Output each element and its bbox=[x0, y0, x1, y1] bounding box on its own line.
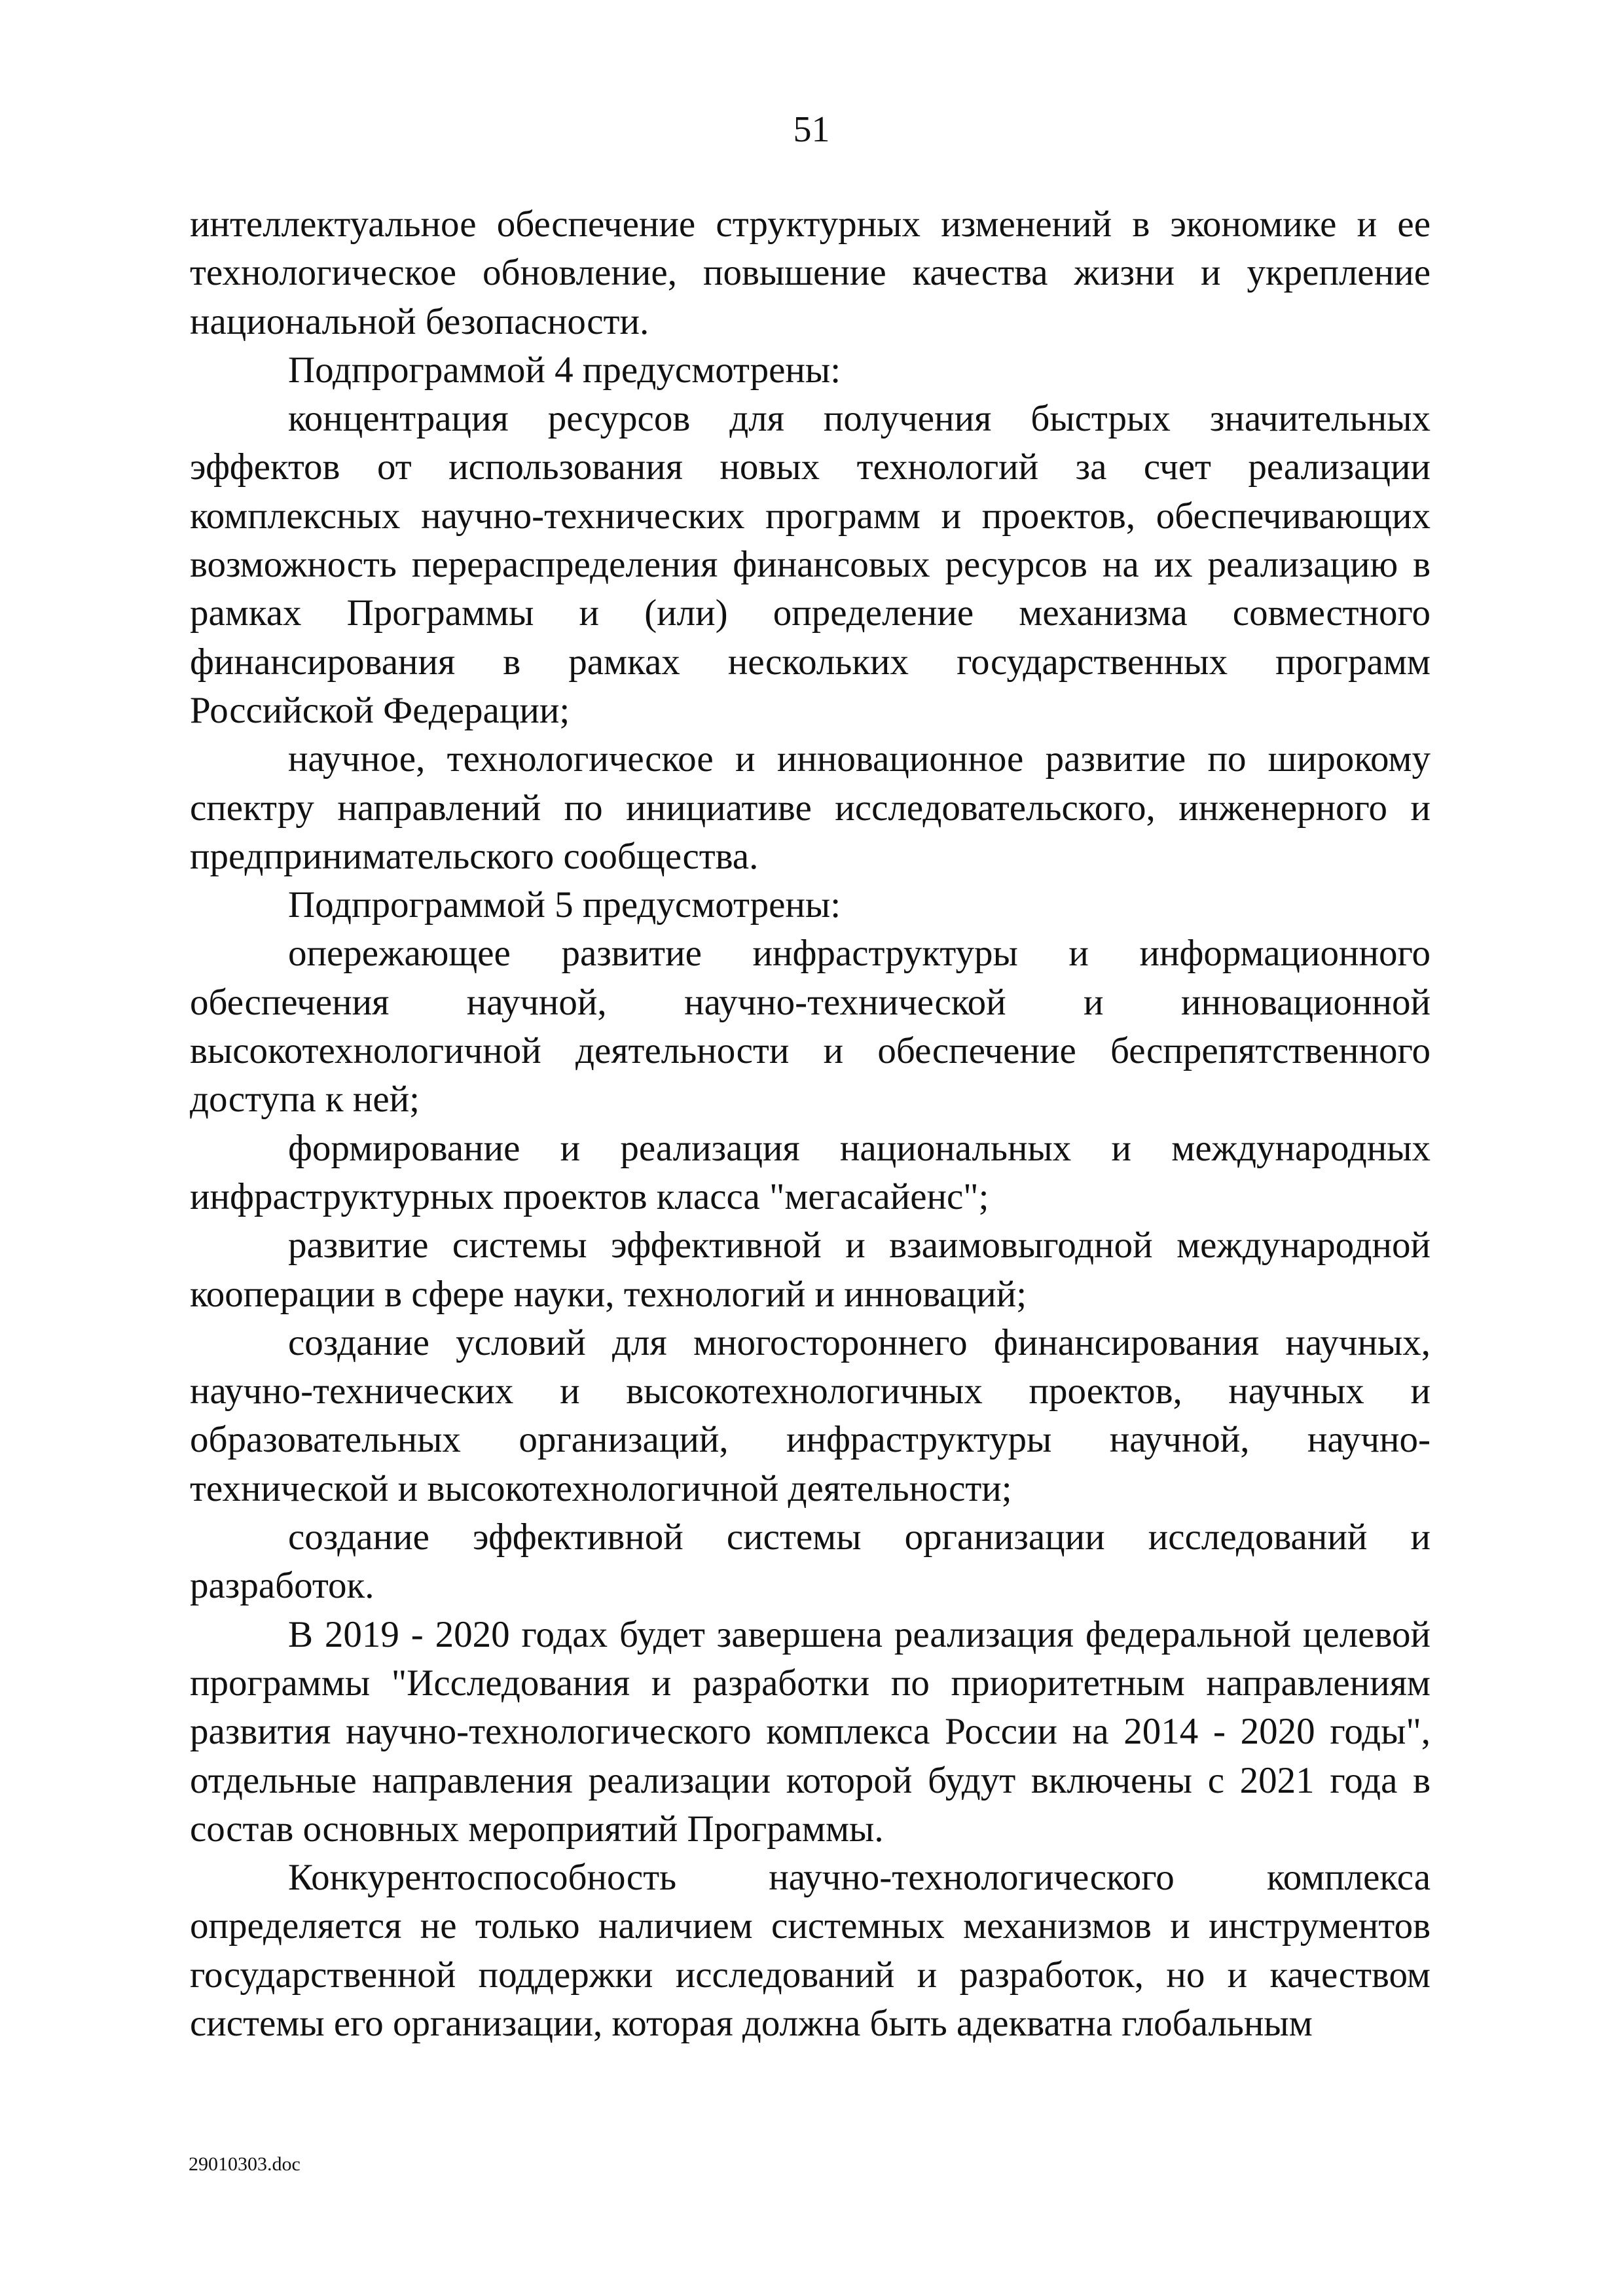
paragraph-continuation: интеллектуальное обеспечение структурных изменений в экономике и ее технологическое обновление, повышение качества жизни и укрепление национальной безопасности. bbox=[190, 204, 1431, 342]
paragraph-competitiveness: Конкурентоспособность научно-технологического комплекса определяется не только наличием системных механизмов и инструментов государственной поддержки исследований и разработок, но и качеством системы его организации, которая должна быть адекватна глобальным bbox=[190, 1857, 1431, 2044]
subprogram-4-heading: Подпрограммой 4 предусмотрены: bbox=[288, 349, 841, 391]
subprogram-5-item: создание условий для многостороннего финансирования научных, научно-технических и высокотехнологичных проектов, научных и образовательных организаций, инфраструктуры научной, научно-технической и высокотехнологичной деятельности; bbox=[190, 1321, 1431, 1509]
paragraph-fcp-completion: В 2019 - 2020 годах будет завершена реализация федеральной целевой программы "Исследования и разработки по приоритетным направлениям развития научно-технологического комплекса России на 2014 - 2020 годы", отдельные направления реализации которой будут включены с 2021 года в состав основных мероприятий Программы. bbox=[190, 1613, 1431, 1850]
subprogram-5-heading: Подпрограммой 5 предусмотрены: bbox=[288, 884, 841, 926]
subprogram-5-item: развитие системы эффективной и взаимовыгодной международной кооперации в сфере науки, технологий и инноваций; bbox=[190, 1225, 1431, 1315]
subprogram-5-item: создание эффективной системы организации исследований и разработок. bbox=[190, 1516, 1431, 1607]
document-file-code: 29010303.doc bbox=[189, 2153, 301, 2175]
page-number: 51 bbox=[793, 109, 830, 150]
subprogram-4-item: концентрация ресурсов для получения быстрых значительных эффектов от использования новых технологий за счет реализации комплексных научно-технических программ и проектов, обеспечивающих возможность перераспределения финансовых ресурсов на их реализацию в рамках Программы и (или) определение механизма совместного финансирования в рамках нескольких государственных программ Российской Федерации; bbox=[190, 398, 1431, 731]
subprogram-5-item: формирование и реализация национальных и международных инфраструктурных проектов класса "мегасайенс"; bbox=[190, 1127, 1431, 1217]
subprogram-4-item: научное, технологическое и инновационное развитие по широкому спектру направлений по инициативе исследовательского, инженерного и предпринимательского сообщества. bbox=[190, 738, 1431, 877]
subprogram-5-item: опережающее развитие инфраструктуры и информационного обеспечения научной, научно-технической и инновационной высокотехнологичной деятельности и обеспечение беспрепятственного доступа к ней; bbox=[190, 933, 1431, 1121]
document-body bbox=[190, 200, 1431, 2048]
